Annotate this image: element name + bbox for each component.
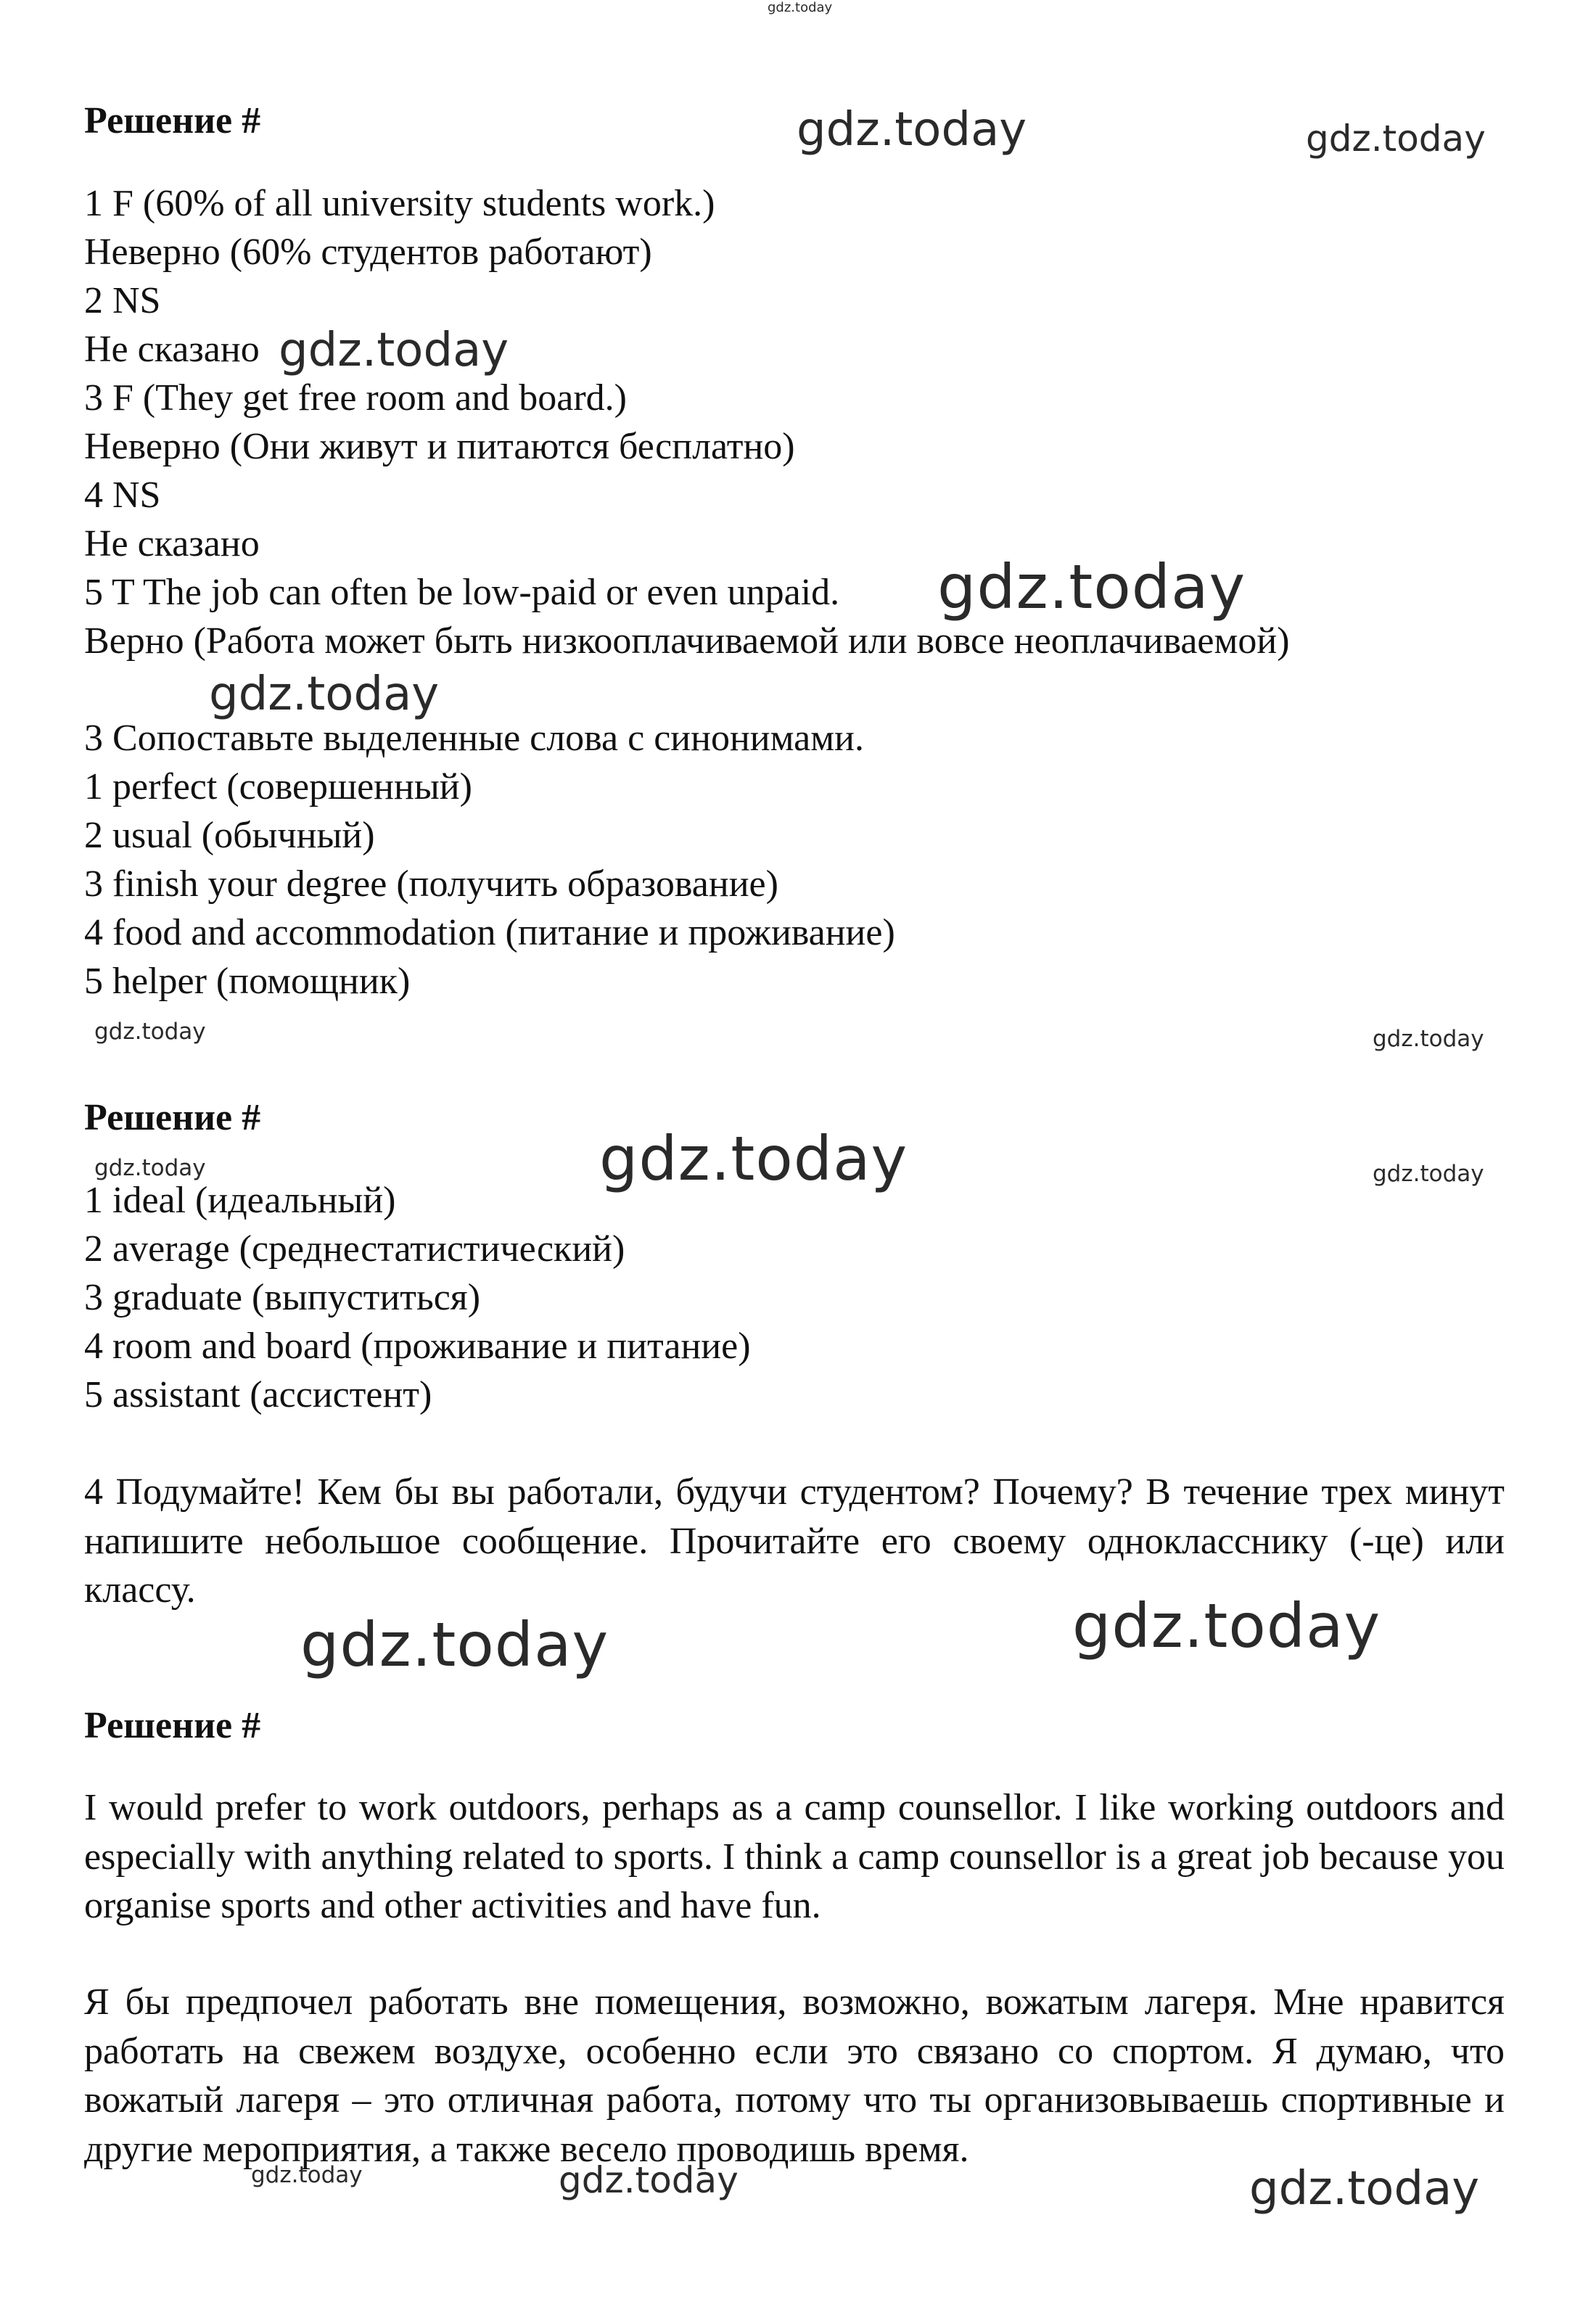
watermark: gdz.today	[1373, 1161, 1484, 1187]
watermark: gdz.today	[1072, 1590, 1381, 1661]
task-3-line: 2 usual (обычный)	[84, 815, 375, 856]
task-3-line: 5 helper (помощник)	[84, 961, 411, 1002]
watermark: gdz.today	[599, 1123, 908, 1194]
answer-line: 2 average (среднестатистический)	[84, 1228, 625, 1270]
watermark: gdz.today	[1249, 2162, 1480, 2216]
answer-line: 5 T The job can often be low-paid or even unpaid.	[84, 572, 840, 613]
answer-line: 5 assistant (ассистент)	[84, 1374, 432, 1415]
solution-heading: Решение #	[84, 1097, 261, 1138]
answer-line: 1 F (60% of all university students work.)	[84, 183, 715, 224]
answer-line: 1 ideal (идеальный)	[84, 1180, 396, 1221]
answer-russian: Я бы предпочел работать вне помещения, возможно, вожатым лагеря. Мне нравится работать на свежем воздухе, особенно если это связано со спортом. Я думаю, что вожатый лагеря – это отличная работа, потому что ты организовываешь спортивные и другие мероприятия, а также весело проводишь время.	[84, 1981, 1505, 2170]
watermark: gdz.today	[94, 1155, 206, 1181]
task-3-line: 3 finish your degree (получить образование)	[84, 863, 778, 905]
task-3-title: 3 Сопоставьте выделенные слова с синонимами.	[84, 718, 864, 759]
task-3-line: 1 perfect (совершенный)	[84, 766, 472, 807]
answer-english: I would prefer to work outdoors, perhaps as a camp counsellor. I like working outdoors and especially with anything related to sports. I think a camp counsellor is a great job because you organise sports and other activities and have fun.	[84, 1787, 1505, 1926]
watermark: gdz.today	[1373, 1026, 1484, 1052]
answer-line: Верно (Работа может быть низкооплачиваемой или вовсе неоплачиваемой)	[84, 620, 1290, 662]
answer-line: Не сказано	[84, 523, 260, 564]
solution-heading: Решение #	[84, 100, 261, 141]
watermark: gdz.today	[300, 1609, 609, 1680]
watermark: gdz.today	[937, 551, 1246, 622]
watermark: gdz.today	[209, 667, 440, 721]
watermark: gdz.today	[279, 324, 509, 377]
answer-line: 4 room and board (проживание и питание)	[84, 1326, 751, 1367]
answer-line: 4 NS	[84, 474, 161, 516]
task-3-line: 4 food and accommodation (питание и проживание)	[84, 912, 895, 953]
answer-line: 2 NS	[84, 280, 161, 321]
watermark: gdz.today	[1306, 118, 1486, 160]
answer-line: Неверно (60% студентов работают)	[84, 231, 652, 273]
watermark: gdz.today	[797, 103, 1027, 157]
task-4-text: 4 Подумайте! Кем бы вы работали, будучи студентом? Почему? В течение трех минут напишите небольшое сообщение. Прочитайте его своему однокласснику (-це) или классу.	[84, 1471, 1505, 1611]
watermark: gdz.today	[251, 2162, 363, 2188]
watermark: gdz.today	[768, 0, 833, 15]
answer-line: 3 F (They get free room and board.)	[84, 377, 627, 419]
watermark: gdz.today	[559, 2159, 739, 2201]
solution-heading: Решение #	[84, 1705, 261, 1746]
answer-line: Неверно (Они живут и питаются бесплатно)	[84, 426, 795, 467]
answer-line: Не сказано	[84, 329, 260, 370]
watermark: gdz.today	[94, 1019, 206, 1045]
answer-line: 3 graduate (выпуститься)	[84, 1277, 481, 1318]
